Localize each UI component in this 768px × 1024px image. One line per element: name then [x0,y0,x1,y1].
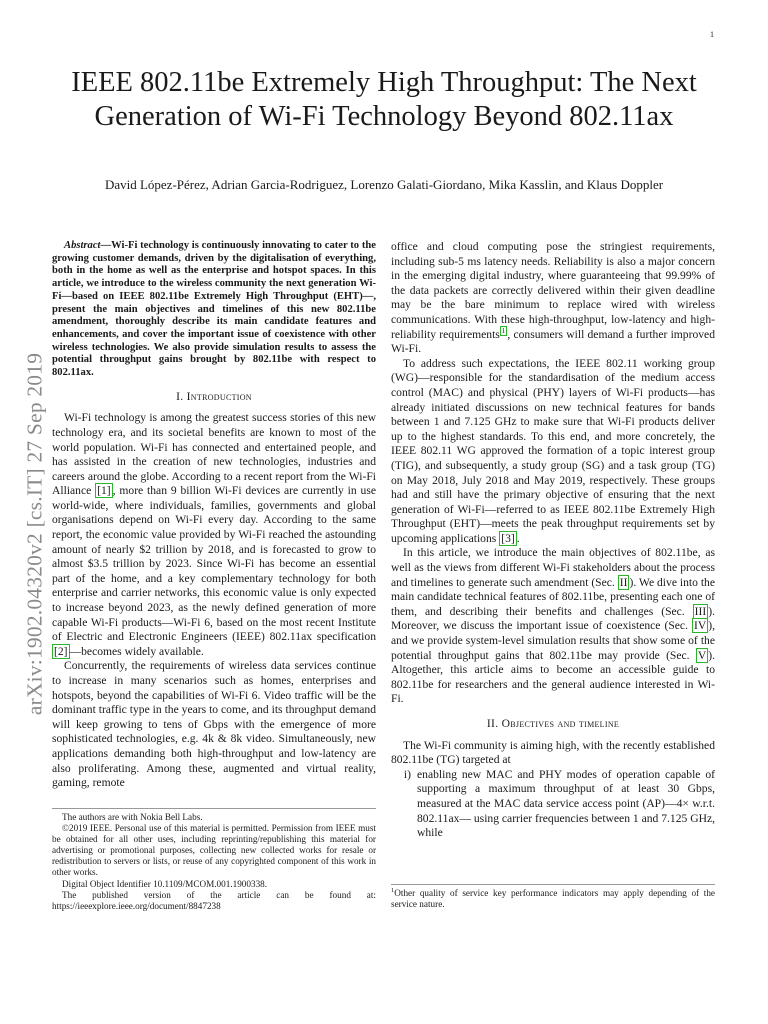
citation-link-1[interactable]: [1] [97,484,111,498]
section-heading-objectives: II. Objectives and timeline [486,717,620,730]
list-item-number: i) [403,767,411,781]
section-link-4[interactable]: IV [694,619,707,633]
footnote-1-text: Other quality of service key performance indicators may apply depending of the service nature. [391,888,715,910]
abstract [52,240,376,380]
intro-paragraph-2-continued: office and cloud computing pose the stringiest requirements, including sub-5 ms latency needs. Reliability is also a major concern in the emerging digital industry, where guaranteeing that 99.99% of the data packets are correctly delivered within their given deadline may be the bare minimum to replace wired with wireless communications. With these high-throughput, low-latency and high-reliability requirements $^1$ , consumers will demand a further improved Wi-Fi. [391,240,716,356]
section-link-3[interactable]: III [694,604,707,618]
footnote-published-version: The published version of the article can be found at: https://ieeexplore.ieee.org/document/8847238 [52,889,376,911]
arxiv-side-text: arXiv:1902.04320v2 [cs.IT] 27 Sep 2019 [22,352,47,716]
section-link-2[interactable]: II [619,575,628,589]
footnote-copyright: ©2019 IEEE. Personal use of this material is permitted. Permission from IEEE must be obtained for all other uses, including reprinting/republishing this material for advertising or promotional purposes, collecting new collected works for resale or redistribution to servers or lists, or reuse of any copyrighted component of this work in other works. [52,823,376,878]
footnote-link-1[interactable]: 1 [501,326,506,335]
footnote-1 [391,884,715,910]
page-number: 1 [710,30,714,39]
objectives-list-item-1 [391,768,715,841]
list-item-text: enabling new MAC and PHY modes of operation capable of supporting a maximum throughput of at least 30 Gbps, measured at the MAC data service access point (AP)—4× w.r.t. 802.11ax— using carrier frequencies between 1 and 7.125 GHz, while [417,767,716,840]
citation-link-3[interactable]: [3] [501,531,515,545]
footnote-doi: Digital Object Identifier 10.1109/MCOM.001.1900338. [62,878,268,889]
author-list: David López-Pérez, Adrian Garcia-Rodriguez, Lorenzo Galati-Giordano, Mika Kasslin, and Klaus Doppler [104,177,664,192]
citation-link-2[interactable]: [2] [54,644,68,658]
intro-paragraph-3: To address such expectations, the IEEE 802.11 working group (WG)—responsible for the standardisation of the medium access control (MAC) and physical (PHY) layers of Wi-Fi products—has already initiated discussions on new technical features for bands between 1 and 7.125 GHz to make sure that Wi-Fi products deliver up to the highest standards. To this end, and more concretely, the IEEE 802.11 WG approved the formation of a topic interest group (TIG), and subsequently, a study group (SG) and a task group (TG) on May 2018, July 2018 and May 2019, respectively. These groups had and still have the primary objective of ensuring that the next generation of Wi-Fi—referred to as IEEE 802.11be Extremely High Throughput (EHT)—meets the peak throughput requirements set by upcoming applications [3] . [391,356,715,545]
abstract-body: —Wi-Fi technology is continuously innovating to cater to the growing customer demands, driven by the digitalisation of everything, both in the home as well as the enterprise and hotspot spaces. In this article, we introduce to the wireless community the next generation Wi-Fi—based on IEEE 802.11be Extremely High Throughput (EHT)—, present the main objectives and timelines of this new 802.11be amendment, thoroughly describe its main candidate features and enhancements, and cover the important issue of coexistence with other wireless technologies. We also provide simulation results to assess the potential throughput gains brought by 802.11be with respect to 802.11ax. [52,240,376,379]
right-column [391,240,715,841]
arxiv-side-identifier [20,324,50,744]
section-link-5[interactable]: V [697,648,707,662]
footnote-affiliation: The authors are with Nokia Bell Labs. [62,812,203,822]
footnotes-left [52,808,376,912]
section-heading-introduction: I. Introduction [176,389,252,403]
intro-paragraph-1: Wi-Fi technology is among the greatest success stories of this new technology era, and its societal benefits are known to most of the world population. Wi-Fi has connected and entertained people, and has assisted in the creation of new technologies, industries and careers around the globe. According to a recent report from the Wi-Fi Alliance [1] , more than 9 billion Wi-Fi devices are currently in use world-wide, where individuals, families, governments and global organisations depend on Wi-Fi every day. According to the same report, the economic value provided by Wi-Fi reached the astounding amount of nearly $2 trillion by 2018, and is forecasted to grow to almost $3.5 trillion by 2023. Since Wi-Fi has become an essential part of the home, and a key complementary technology for both enterprise and carrier networks, this economic value is only expected to increase beyond 2023, as the newly defined generation of more capable Wi-Fi products—Wi-Fi 6, based on the most recent Institute of Electric and Electronic Engineers (IEEE) 802.11ax specification [2] —becomes widely available. [52,411,376,658]
objectives-paragraph-1: The Wi-Fi community is aiming high, with the recently established 802.11be (TG) targeted at [391,738,715,767]
footnote-1-mark: 1 [391,886,395,894]
left-column [52,240,376,791]
intro-paragraph-2: Concurrently, the requirements of wireless data services continue to increase in many scenarios such as homes, enterprises and hotspots, beyond the capabilities of Wi-Fi 6. Video traffic will be the dominant traffic type in the years to come, and its throughput demand will keep growing to tens of Gbps with the emergence of more sophisticated technologies, e.g. 4k & 8k video. Simultaneously, new applications demanding both high-throughput and low-latency are also proliferating. Among these, augmented and virtual reality, gaming, remote [52,659,376,790]
paper-title: IEEE 802.11be Extremely High Throughput: The Next Generation of Wi-Fi Technology Beyond 802.11ax [71,67,697,132]
intro-paragraph-4: In this article, we introduce the main objectives of 802.11be, as well as the views from different Wi-Fi stakeholders about the process and timelines to generate such amendment (Sec. II ). We dive into the main candidate technical features of 802.11be, presenting each one of them, and describing their benefits and challenges (Sec. III ). Moreover, we discuss the important issue of coexistence (Sec. IV ), and we provide system-level simulation results that show some of the potential throughput gains that 802.11be may provide (Sec. V ). Altogether, this article aims to become an accessible guide to 802.11be for researchers and the general audience interested in Wi-Fi. [391,546,715,706]
abstract-lead: Abstract [64,240,101,251]
